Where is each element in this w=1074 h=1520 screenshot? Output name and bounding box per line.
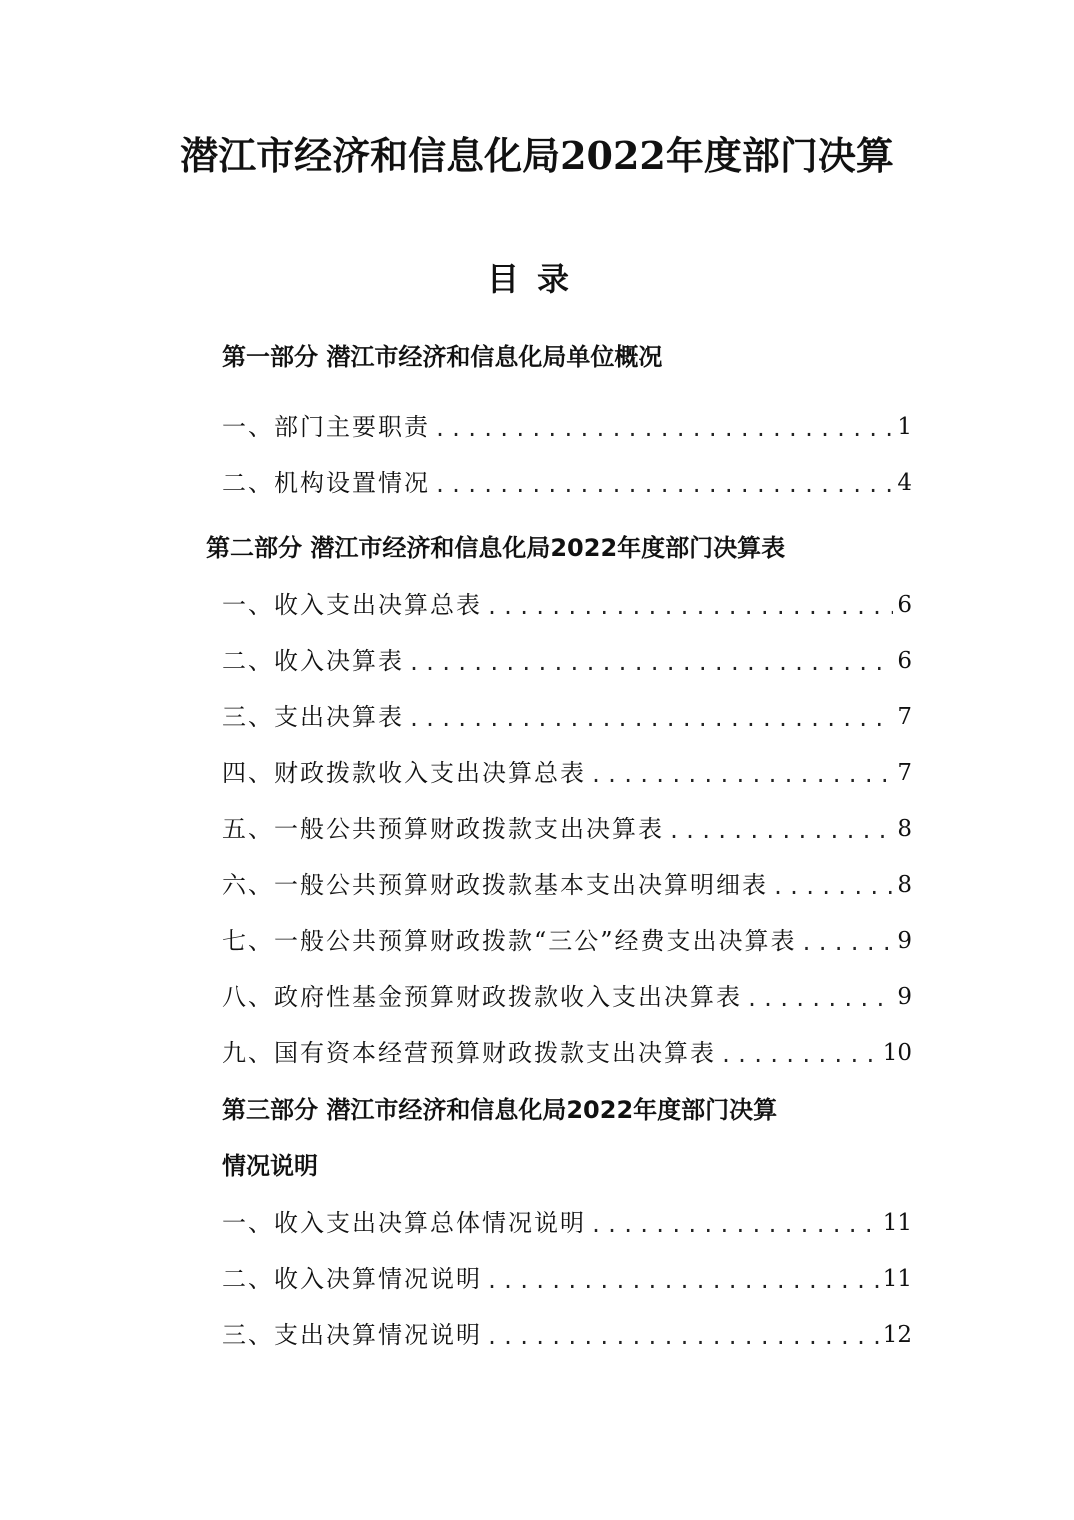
- toc-entry[interactable]: [222, 1206, 912, 1240]
- section-title-part2: 第二部分 潜江市经济和信息化局2022年度部门决算表: [206, 534, 786, 562]
- toc-entry-page: 6: [897, 592, 912, 618]
- dot-leader: [668, 816, 893, 846]
- dot-leader: [486, 1266, 879, 1296]
- toc-entry-label: 一、收入支出决算总体情况说明: [222, 1209, 586, 1237]
- dot-leader: [408, 704, 893, 734]
- toc-entry[interactable]: [222, 868, 912, 902]
- toc-entry[interactable]: [222, 980, 912, 1014]
- toc-entry-page: 7: [897, 760, 912, 786]
- dot-leader: [486, 592, 893, 622]
- toc-entry-label: 三、支出决算表: [222, 703, 404, 731]
- toc-entry[interactable]: [222, 1036, 912, 1070]
- toc-entry-page: 9: [897, 984, 912, 1010]
- toc-entry-page: 7: [897, 704, 912, 730]
- toc-entry-page: 8: [897, 816, 912, 842]
- dot-leader: [772, 872, 893, 902]
- toc-entry-label: 三、支出决算情况说明: [222, 1321, 482, 1349]
- toc-entry-label: 七、一般公共预算财政拨款“三公”经费支出决算表: [222, 927, 797, 955]
- toc-entry[interactable]: [222, 924, 912, 958]
- section-title-part1: 第一部分 潜江市经济和信息化局单位概况: [222, 343, 663, 371]
- toc-entry-page: 12: [882, 1322, 912, 1348]
- toc-entry-page: 8: [897, 872, 912, 898]
- toc-entry[interactable]: [222, 588, 912, 622]
- toc-entry-label: 二、收入决算情况说明: [222, 1265, 482, 1293]
- toc-entry-label: 二、收入决算表: [222, 647, 404, 675]
- toc-entry[interactable]: [222, 700, 912, 734]
- toc-entry[interactable]: [222, 1318, 912, 1352]
- toc-entry-label: 八、政府性基金预算财政拨款收入支出决算表: [222, 983, 742, 1011]
- toc-entry-page: 10: [882, 1040, 912, 1066]
- toc-entry-label: 一、部门主要职责: [222, 413, 430, 441]
- toc-entry-label: 九、国有资本经营预算财政拨款支出决算表: [222, 1039, 716, 1067]
- toc-entry[interactable]: [222, 466, 912, 500]
- toc-entry-page: 1: [897, 414, 912, 440]
- toc-entry-label: 五、一般公共预算财政拨款支出决算表: [222, 815, 664, 843]
- toc-entry-label: 六、一般公共预算财政拨款基本支出决算明细表: [222, 871, 768, 899]
- dot-leader: [801, 928, 894, 958]
- document-title: 潜江市经济和信息化局2022年度部门决算: [180, 133, 894, 178]
- section-title-part3: 第三部分 潜江市经济和信息化局2022年度部门决算: [222, 1096, 778, 1124]
- dot-leader: [408, 648, 893, 678]
- dot-leader: [590, 1210, 879, 1240]
- toc-entry-page: 6: [897, 648, 912, 674]
- toc-entry-page: 11: [882, 1210, 912, 1236]
- toc-entry[interactable]: [222, 1262, 912, 1296]
- toc-entry[interactable]: [222, 410, 912, 444]
- toc-entry-label: 四、财政拨款收入支出决算总表: [222, 759, 586, 787]
- toc-entry-label: 一、收入支出决算总表: [222, 591, 482, 619]
- toc-entry[interactable]: [222, 756, 912, 790]
- toc-entry[interactable]: [222, 644, 912, 678]
- dot-leader: [746, 984, 893, 1014]
- toc-entry-page: 9: [897, 928, 912, 954]
- toc-entry-label: 二、机构设置情况: [222, 469, 430, 497]
- dot-leader: [720, 1040, 879, 1070]
- dot-leader: [434, 414, 893, 444]
- dot-leader: [486, 1322, 879, 1352]
- toc-heading: 目录: [486, 260, 587, 298]
- dot-leader: [590, 760, 893, 790]
- toc-entry[interactable]: [222, 812, 912, 846]
- toc-entry-page: 4: [897, 470, 912, 496]
- dot-leader: [434, 470, 893, 500]
- section-title-part3-continued: 情况说明: [222, 1152, 318, 1180]
- toc-entry-page: 11: [882, 1266, 912, 1292]
